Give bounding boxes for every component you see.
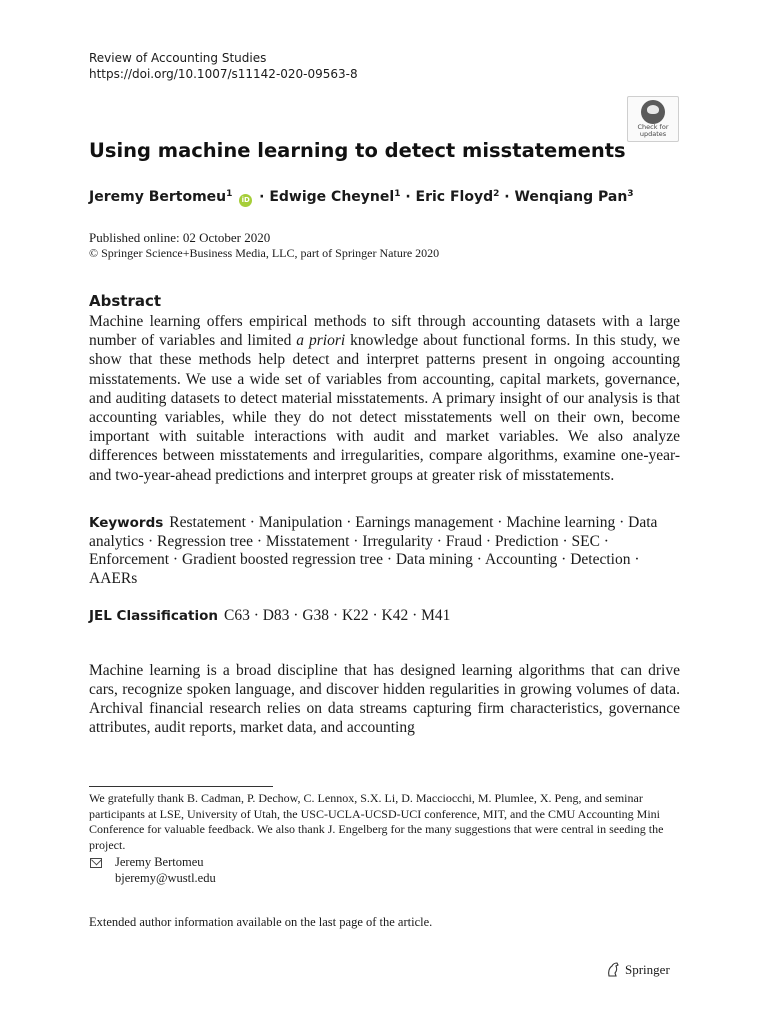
extended-author-info: Extended author information available on the last page of the article. (89, 915, 433, 929)
jel-codes: C63 · D83 · G38 · K22 · K42 · M41 (223, 607, 451, 624)
keywords-section (89, 514, 680, 588)
badge-line-1: Check for (637, 123, 669, 131)
acknowledgement-footnote: We gratefully thank B. Cadman, P. Dechow, C. Lennox, S.X. Li, D. Macciocchi, M. Plumlee, X. Peng, and seminar participants at LSE, University of Utah, the USC-UCLA-UCSD-UCI conference, MIT, and the CMU Accounting Mini Conference for valuable feedback. We also thank J. Engelberg for the many suggestions that were central in seeding the project. (89, 791, 664, 853)
abstract-heading: Abstract (89, 292, 162, 310)
doi-link[interactable]: https://doi.org/10.1007/s11142-020-09563-8 (89, 67, 358, 81)
author-name[interactable]: Edwige Cheynel (269, 189, 395, 205)
jel-section (89, 606, 680, 626)
author-list (89, 184, 634, 207)
affiliation-mark: 3 (627, 189, 634, 199)
author-separator: · (504, 189, 510, 205)
copyright-notice: © Springer Science+Business Media, LLC, part of Springer Nature 2020 (89, 246, 440, 260)
orcid-icon[interactable]: iD (239, 194, 252, 207)
author-separator: · (405, 189, 411, 205)
author-name[interactable]: Wenqiang Pan (514, 189, 628, 205)
check-for-updates-badge[interactable] (627, 96, 679, 142)
publisher-name: Springer (625, 962, 670, 977)
springer-horse-icon (606, 961, 620, 977)
author-separator: · (259, 189, 265, 205)
author-name[interactable]: Eric Floyd (415, 189, 494, 205)
envelope-icon (90, 858, 102, 868)
journal-name: Review of Accounting Studies (89, 51, 267, 65)
corresponding-author-email[interactable]: bjeremy@wustl.edu (115, 871, 216, 885)
article-title: Using machine learning to detect misstatements (89, 139, 626, 162)
corresponding-author-name: Jeremy Bertomeu (115, 855, 204, 869)
badge-line-2: updates (639, 130, 667, 138)
jel-label: JEL Classification (89, 608, 218, 624)
keywords-label: Keywords (89, 515, 164, 531)
intro-paragraph: Machine learning is a broad discipline that has designed learning algorithms that can drive cars, recognize spoken language, and discover hidden regularities in growing volumes of data. Archival financial research relies on data streams capturing firm characteristics, governance attributes, audit reports, market data, and accounting (89, 662, 680, 737)
affiliation-mark: 1 (394, 189, 401, 199)
published-date: Published online: 02 October 2020 (89, 230, 271, 245)
check-updates-icon (641, 100, 665, 124)
abstract-body (89, 312, 680, 485)
abstract-italic-term: a priori (296, 332, 346, 350)
affiliation-mark: 2 (493, 189, 500, 199)
abstract-text-2: knowledge about functional forms. In this study, we show that these methods help detect and interpret patterns present in ongoing accounting misstatements. We use a wide set of variables from accounting, capital markets, governance, and auditing datasets to detect material misstatements. A primary insight of our analysis is that accounting variables, while they do not detect misstatements well on their own, become important with suitable interactions with audit and market variables. We also analyze differences between misstatements and irregularities, compare algorithms, examine one-year- and two-year-ahead predictions and interpret groups at greater risk of misstatements. (89, 332, 680, 484)
abstract-text-1: Machine learning offers empirical methods to sift through accounting datasets with a large number of variables and limited (89, 313, 680, 350)
keywords-list: Restatement · Manipulation · Earnings management · Machine learning · Data analytics · Regression tree · Misstatement · Irregularity · Fraud · Prediction · SEC · Enforcement · Gradient boosted regression tree · Data mining · Accounting · Detection · AAERs (89, 514, 658, 587)
affiliation-mark: 1 (226, 189, 233, 199)
author-name[interactable]: Jeremy Bertomeu (89, 189, 227, 205)
footnote-divider (89, 786, 273, 787)
